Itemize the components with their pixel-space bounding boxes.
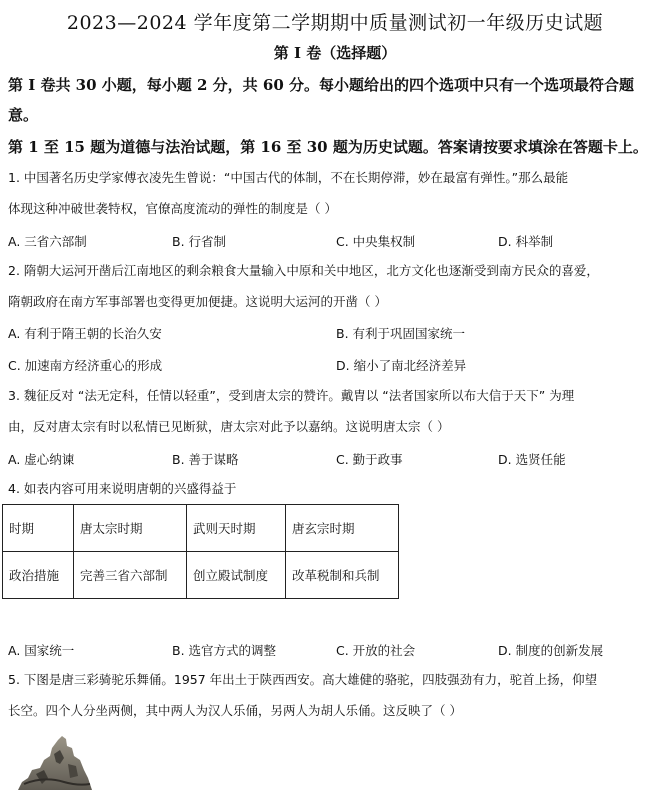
question-1-options xyxy=(8,232,662,256)
question-4-table xyxy=(2,504,399,599)
option-b: B. 行省制 xyxy=(172,234,227,249)
question-5-stem-line-2: 长空。四个人分坐两侧，其中两人为汉人乐俑，另两人为胡人乐俑。这反映了（ ） xyxy=(8,703,462,718)
instruction-line-1: 第 I 卷共 30 小题，每小题 2 分，共 60 分。每小题给出的四个选项中只有一个选项最符合题 xyxy=(8,76,634,94)
option-c: C. 开放的社会 xyxy=(336,643,416,658)
table-row xyxy=(3,505,399,552)
option-c: C. 加速南方经济重心的形成 xyxy=(8,358,163,373)
option-d: D. 科举制 xyxy=(498,234,554,249)
option-b: B. 选官方式的调整 xyxy=(172,643,277,658)
question-3-stem-line-1: 3. 魏征反对 “法无定科，任情以轻重”，受到唐太宗的赞许。戴胄以 “法者国家所以布大信于天下” 为理 xyxy=(8,388,575,403)
section-title: 第 I 卷（选择题） xyxy=(273,44,397,62)
table-cell: 创立殿试制度 xyxy=(187,552,286,599)
table-cell: 时期 xyxy=(3,505,74,552)
table-cell: 唐太宗时期 xyxy=(74,505,187,552)
option-a: A. 国家统一 xyxy=(8,643,75,658)
question-2-stem-line-1: 2. 隋朝大运河开凿后江南地区的剩余粮食大量输入中原和关中地区，北方文化也逐渐受到南方民众的喜爱， xyxy=(8,263,599,278)
table-cell: 改革税制和兵制 xyxy=(286,552,399,599)
option-b: B. 有利于巩固国家统一 xyxy=(336,326,466,341)
exam-title: 2023—2024 学年度第二学期期中质量测试初一年级历史试题 xyxy=(66,12,604,34)
camel-figurine-photo xyxy=(14,734,94,790)
question-4-stem: 4. 如表内容可用来说明唐朝的兴盛得益于 xyxy=(8,481,237,496)
table-row xyxy=(3,552,399,599)
table-cell: 完善三省六部制 xyxy=(74,552,187,599)
question-1-stem-line-1: 1. 中国著名历史学家傅衣凌先生曾说：“中国古代的体制，不在长期停滞，妙在最富有弹性。”那么最能 xyxy=(8,170,569,185)
option-d: D. 制度的创新发展 xyxy=(498,643,604,658)
instruction-line-3: 第 1 至 15 题为道德与法治试题，第 16 至 30 题为历史试题。答案请按要求填涂在答题卡上。 xyxy=(8,138,648,156)
instruction-line-2: 意。 xyxy=(8,106,39,124)
table-cell: 政治措施 xyxy=(3,552,74,599)
option-b: B. 善于谋略 xyxy=(172,452,239,467)
option-d: D. 缩小了南北经济差异 xyxy=(336,358,467,373)
option-d: D. 选贤任能 xyxy=(498,452,566,467)
question-5-stem-line-1: 5. 下图是唐三彩骑驼乐舞俑。1957 年出土于陕西西安。高大雄健的骆驼，四肢强劲有力，驼首上扬，仰望 xyxy=(8,672,598,687)
question-3-stem-line-2: 由，反对唐太宗有时以私情已见断狱，唐太宗对此予以嘉纳。这说明唐太宗（ ） xyxy=(8,419,450,434)
table-cell: 唐玄宗时期 xyxy=(286,505,399,552)
question-2-options-row-1 xyxy=(8,324,662,348)
option-a: A. 三省六部制 xyxy=(8,234,87,249)
question-3-options xyxy=(8,450,662,474)
option-a: A. 有利于隋王朝的长治久安 xyxy=(8,326,162,341)
option-a: A. 虚心纳谏 xyxy=(8,452,75,467)
option-c: C. 勤于政事 xyxy=(336,452,403,467)
question-1-stem-line-2: 体现这种冲破世袭特权，官僚高度流动的弹性的制度是（ ） xyxy=(8,201,337,216)
question-4-options xyxy=(8,641,662,665)
option-c: C. 中央集权制 xyxy=(336,234,416,249)
question-2-options-row-2 xyxy=(8,356,662,380)
table-cell: 武则天时期 xyxy=(187,505,286,552)
question-2-stem-line-2: 隋朝政府在南方军事部署也变得更加便捷。这说明大运河的开凿（ ） xyxy=(8,294,387,309)
